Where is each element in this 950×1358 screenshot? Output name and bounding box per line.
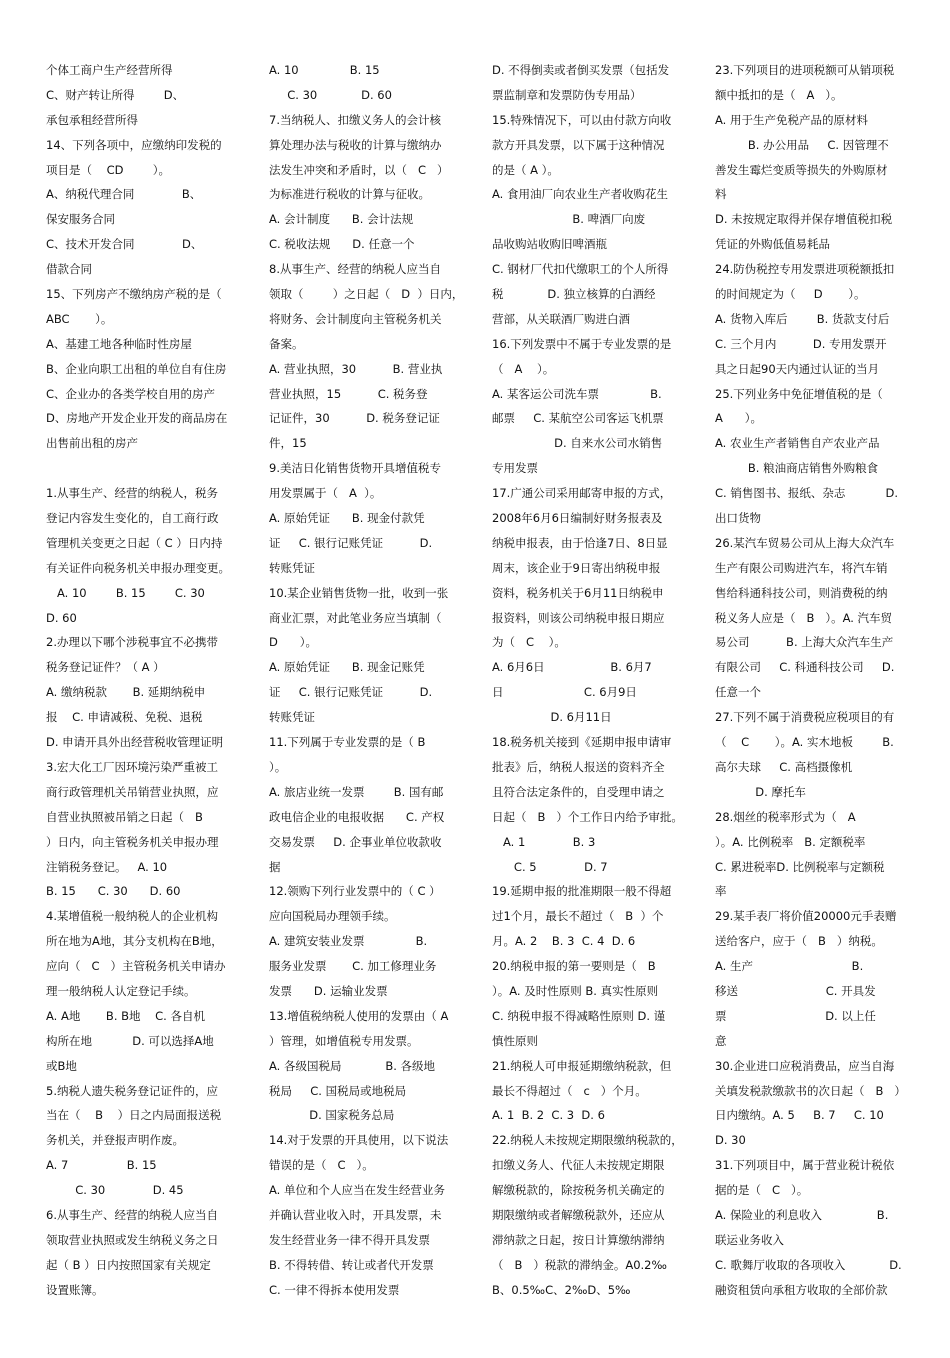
text-line: C、企业办的各类学校自用的房产 bbox=[46, 386, 216, 401]
text-line: D. 60 bbox=[46, 610, 77, 625]
text-column-1 bbox=[46, 58, 238, 1303]
text-line: B. 不得转借、转让或者代开发票 bbox=[269, 1257, 434, 1272]
text-column-2 bbox=[269, 58, 464, 1303]
text-line: 慎性原则 bbox=[492, 1033, 538, 1048]
text-line: D. 申请开具外出经营税收管理证明 bbox=[46, 735, 224, 750]
text-line: A. 10 B. 15 C. 30 bbox=[46, 585, 205, 600]
text-line: B、企业向职工出租的单位自有住房 bbox=[46, 361, 227, 376]
text-line: C、技术开发合同 D、 bbox=[46, 237, 203, 252]
text-line: 应向国税局办理领手续。 bbox=[269, 909, 396, 924]
text-line: 13.增值税纳税人使用的发票由（ A bbox=[269, 1008, 449, 1023]
text-line: 善发生霉烂变质等损失的外购原材 bbox=[715, 162, 888, 177]
text-line: C. 歌舞厅收取的各项收入 D. bbox=[715, 1257, 902, 1272]
text-line: 款方开具发票，以下属于这种情况 bbox=[492, 137, 665, 152]
text-line: C. 5 D. 7 bbox=[492, 859, 608, 874]
text-line: A. 缴纳税款 B. 延期纳税申 bbox=[46, 685, 206, 700]
text-line: 营业执照，15 C. 税务登 bbox=[269, 386, 428, 401]
text-line: 23.下列项目的进项税额可从销项税 bbox=[715, 63, 895, 77]
text-line: 务机关，并登报声明作废。 bbox=[46, 1133, 184, 1148]
text-line: 据 bbox=[269, 859, 281, 874]
text-column-3 bbox=[492, 58, 684, 1303]
text-line: 注销税务登记。 A. 10 bbox=[46, 859, 168, 874]
text-line: B. 办公用品 C. 因管理不 bbox=[715, 137, 889, 152]
text-line: 意 bbox=[715, 1033, 727, 1048]
text-line: 11.下列属于专业发票的是（ B bbox=[269, 735, 426, 750]
text-line: A. A地 B. B地 C. 各自机 bbox=[46, 1008, 205, 1023]
text-line: 额中抵扣的是（ A ）。 bbox=[715, 87, 843, 102]
text-line: 的时间规定为（ D ）。 bbox=[715, 287, 866, 302]
text-line: 17.广通公司采用邮寄申报的方式， bbox=[492, 486, 672, 501]
text-line: 具之日起90天内通过认证的当月 bbox=[715, 361, 880, 376]
text-line: 营部，从关联酒厂购进白酒 bbox=[492, 311, 630, 326]
text-line: 过1个月，最长不超过（ B ）个 bbox=[492, 909, 664, 924]
text-line: 为标准进行税收的计算与征收。 bbox=[269, 187, 430, 202]
text-line: 关填发税款缴款书的次日起（ B ） bbox=[715, 1083, 906, 1098]
text-line: D. 自来水公司水销售 bbox=[492, 436, 663, 451]
text-line: 3.宏大化工厂因环境污染严重被工 bbox=[46, 759, 218, 774]
text-line: 构所在地 D. 可以选择A地 bbox=[46, 1033, 214, 1048]
text-line: ABC ）。 bbox=[46, 311, 113, 326]
text-line: 资料，税务机关于6月11日纳税申 bbox=[492, 585, 664, 600]
text-line: 20.纳税申报的第一要则是（ B bbox=[492, 959, 656, 974]
text-line: 专用发票 bbox=[492, 461, 538, 476]
text-line: 融资租赁向承租方收取的全部价款 bbox=[715, 1282, 888, 1297]
text-column-4 bbox=[715, 58, 907, 1303]
text-line: 26.某汽车贸易公司从上海大众汽车 bbox=[715, 535, 895, 550]
text-line: D. 未按规定取得并保存增值税扣税 bbox=[715, 212, 893, 227]
text-line: 2.办理以下哪个涉税事宜不必携带 bbox=[46, 635, 218, 650]
text-line: 为（ C ）。 bbox=[492, 635, 566, 650]
text-line: 税务登记证件？（ A ） bbox=[46, 660, 165, 675]
text-line: 借款合同 bbox=[46, 262, 92, 277]
text-line: 送给客户，应于（ B ）纳税。 bbox=[715, 934, 883, 949]
text-line: 证 C. 银行记账凭证 D. bbox=[269, 535, 433, 550]
text-line: 19.延期申报的批准期限一般不得超 bbox=[492, 884, 672, 899]
text-line: A. 会计制度 B. 会计法规 bbox=[269, 212, 414, 227]
text-line: D. 30 bbox=[715, 1133, 746, 1148]
text-line: 出售前出租的房产 bbox=[46, 436, 138, 451]
text-line: 理一般纳税人认定登记手续。 bbox=[46, 983, 196, 998]
text-line: 27.下列不属于消费税应税项目的有 bbox=[715, 710, 895, 725]
text-line: 日内缴纳。A. 5 B. 7 C. 10 bbox=[715, 1108, 884, 1123]
text-line: 移送 C. 开具发 bbox=[715, 983, 876, 998]
text-line: 售给科通科技公司，则消费税的纳 bbox=[715, 585, 888, 600]
text-line: 报资料，则该公司纳税申报日期应 bbox=[492, 610, 665, 625]
text-line: 登记内容发生变化的，自工商行政 bbox=[46, 511, 219, 526]
text-line: 商行政管理机关吊销营业执照，应 bbox=[46, 784, 219, 799]
text-line: 税 D. 独立核算的白酒经 bbox=[492, 287, 656, 302]
text-line: 扣缴义务人、代征人未按规定期限 bbox=[492, 1158, 665, 1173]
text-line: C. 纳税申报不得减略性原则 D. 谨 bbox=[492, 1008, 666, 1023]
text-line: 21.纳税人可申报延期缴纳税款，但 bbox=[492, 1058, 672, 1073]
text-line: 管理机关变更之日起（ C ）日内持 bbox=[46, 535, 223, 550]
text-line: 据的是（ C ）。 bbox=[715, 1183, 809, 1198]
text-line: 24.防伪税控专用发票进项税额抵扣 bbox=[715, 262, 895, 277]
text-line: 期限缴纳或者解缴税款外，还应从 bbox=[492, 1207, 665, 1222]
text-line: 高尔夫球 C. 高档摄像机 bbox=[715, 759, 853, 774]
text-line: 有关证件向税务机关申报办理变更。 bbox=[46, 560, 230, 575]
text-line: 生产有限公司购进汽车，将汽车销 bbox=[715, 560, 888, 575]
text-line: ）。 bbox=[269, 759, 287, 774]
text-line: 6.从事生产、经营的纳税人应当自 bbox=[46, 1207, 218, 1222]
text-line: 最长不得超过（ c ）个月。 bbox=[492, 1083, 647, 1098]
text-line: A. 1 B. 3 bbox=[492, 834, 596, 849]
text-line: 28.烟丝的税率形式为（ A bbox=[715, 809, 856, 824]
text-line: 领取营业执照或发生纳税义务之日 bbox=[46, 1232, 219, 1247]
text-line: 解缴税款的，除按税务机关确定的 bbox=[492, 1183, 665, 1198]
text-line: 且符合法定条件的，自受理申请之 bbox=[492, 784, 665, 799]
text-line: A. 原始凭证 B. 现金付款凭 bbox=[269, 511, 425, 526]
text-line: A. 10 B. 15 bbox=[269, 63, 380, 77]
text-line: 将财务、会计制度向主管税务机关 bbox=[269, 311, 442, 326]
text-line: D. 国家税务总局 bbox=[269, 1108, 395, 1123]
text-line: D. 6月11日 bbox=[492, 710, 612, 725]
text-line: 14、下列各项中，应缴纳印发税的 bbox=[46, 137, 222, 152]
text-line: C. 三个月内 D. 专用发票开 bbox=[715, 336, 887, 351]
text-line: 所在地为A地，其分支机构在B地， bbox=[46, 934, 223, 949]
text-line: 应向（ C ）主管税务机关申请办 bbox=[46, 959, 226, 974]
text-line: 邮票 C. 某航空公司客运飞机票 bbox=[492, 411, 664, 426]
text-line: A. 单位和个人应当在发生经营业务 bbox=[269, 1183, 445, 1198]
text-line: 任意一个 bbox=[715, 685, 761, 700]
text-line: C. 销售图书、报纸、杂志 D. bbox=[715, 486, 899, 501]
text-line: 日起（ B ）个工作日内给予审批。 bbox=[492, 809, 683, 824]
text-line: 报 C. 申请减税、免税、退税 bbox=[46, 710, 203, 725]
text-line: C. 30 D. 45 bbox=[46, 1183, 184, 1198]
text-line: 4.某增值税一般纳税人的企业机构 bbox=[46, 909, 218, 924]
text-line: 个体工商户生产经营所得 bbox=[46, 63, 173, 77]
text-line: A ）。 bbox=[715, 411, 763, 426]
text-line: 滞纳款之日起，按日计算缴纳滞纳 bbox=[492, 1232, 665, 1247]
text-line: 票 D. 以上任 bbox=[715, 1008, 876, 1023]
text-line: 7.当纳税人、扣缴义务人的会计核 bbox=[269, 112, 441, 127]
text-line: 易公司 B. 上海大众汽车生产 bbox=[715, 635, 894, 650]
text-line: 算处理办法与税收的计算与缴纳办 bbox=[269, 137, 442, 152]
text-line: （ C ）。A. 实木地板 B. bbox=[715, 735, 894, 750]
text-line: 税局 C. 国税局或地税局 bbox=[269, 1083, 407, 1098]
text-line: 错误的是（ C ）。 bbox=[269, 1158, 374, 1173]
text-line: ）。A. 比例税率 B. 定额税率 bbox=[715, 834, 866, 849]
text-line: D. 不得倒卖或者倒买发票（包括发 bbox=[492, 63, 670, 77]
text-line: 票监制章和发票防伪专用品） bbox=[492, 87, 642, 102]
text-line: D. 摩托车 bbox=[715, 784, 806, 799]
text-line: 凭证的外购低值易耗品 bbox=[715, 237, 830, 252]
text-line: 月。A. 2 B. 3 C. 4 D. 6 bbox=[492, 934, 636, 949]
text-line: C. 税收法规 D. 任意一个 bbox=[269, 237, 415, 252]
text-line: A. 农业生产者销售自产农业产品 bbox=[715, 436, 880, 451]
text-line: 备案。 bbox=[269, 336, 304, 351]
text-line: 9.美洁日化销售货物开具增值税专 bbox=[269, 461, 441, 476]
text-line: 14.对于发票的开具使用，以下说法 bbox=[269, 1133, 449, 1148]
text-line: 自营业执照被吊销之日起（ B bbox=[46, 809, 203, 824]
text-line: C. 30 D. 60 bbox=[269, 87, 392, 102]
text-line: 10.某企业销售货物一批，收到一张 bbox=[269, 585, 449, 600]
text-line: （ B ）税款的滞纳金。A0.2‰ bbox=[492, 1257, 667, 1272]
text-line: 有限公司 C. 科通科技公司 D. bbox=[715, 660, 895, 675]
text-line: 16.下列发票中不属于专业发票的是 bbox=[492, 336, 672, 351]
text-line: A. 食用油厂向农业生产者收购花生 bbox=[492, 187, 668, 202]
text-line: 纳税申报表，由于恰逢7日、8日显 bbox=[492, 535, 668, 550]
text-line: ）管理，如增值税专用发票。 bbox=[269, 1033, 419, 1048]
text-line: 税义务人应是（ B ）。A. 汽车贸 bbox=[715, 610, 893, 625]
text-line: 承包承租经营所得 bbox=[46, 112, 138, 127]
text-line: 的是（ A ）。 bbox=[492, 162, 559, 177]
text-line bbox=[46, 456, 238, 481]
text-line: 周末，该企业于9日寄出纳税申报 bbox=[492, 560, 661, 575]
text-line: 5.纳税人遗失税务登记证件的，应 bbox=[46, 1083, 218, 1098]
text-line: C. 一律不得拆本使用发票 bbox=[269, 1282, 400, 1297]
text-line: 22.纳税人未按规定期限缴纳税款的， bbox=[492, 1133, 683, 1148]
text-line: 1.从事生产、经营的纳税人，税务 bbox=[46, 486, 218, 501]
text-line: 8.从事生产、经营的纳税人应当自 bbox=[269, 262, 441, 277]
text-line: A. 货物入库后 B. 货款支付后 bbox=[715, 311, 890, 326]
text-line: A、基建工地各种临时性房屋 bbox=[46, 336, 192, 351]
text-line: 项目是（ CD ）。 bbox=[46, 162, 171, 177]
text-line: 12.领购下列行业发票中的（ C ） bbox=[269, 884, 441, 899]
text-line: 记证件，30 D. 税务登记证 bbox=[269, 411, 440, 426]
text-line: 商业汇票，对此笔业务应当填制（ bbox=[269, 610, 442, 625]
text-line: 设置账簿。 bbox=[46, 1282, 104, 1297]
text-line: 转账凭证 bbox=[269, 560, 315, 575]
text-line: 15、下列房产不缴纳房产税的是（ bbox=[46, 287, 222, 302]
text-line: 领取（ ）之日起（ D ）日内， bbox=[269, 287, 464, 302]
text-line: A. 6月6日 B. 6月7 bbox=[492, 660, 652, 675]
text-line: C、财产转让所得 D、 bbox=[46, 87, 185, 102]
text-line: ）日内，向主管税务机关申报办理 bbox=[46, 834, 219, 849]
text-line: 保安服务合同 bbox=[46, 212, 115, 227]
text-line: A. 生产 B. bbox=[715, 959, 864, 974]
text-line: 证 C. 银行记账凭证 D. bbox=[269, 685, 433, 700]
text-line: B. 粮油商店销售外购粮食 bbox=[715, 461, 879, 476]
text-line: 15.特殊情况下，可以由付款方向收 bbox=[492, 112, 672, 127]
text-line: 件，15 bbox=[269, 436, 307, 451]
text-line: A. 旅店业统一发票 B. 国有邮 bbox=[269, 784, 444, 799]
text-line: 交易发票 D. 企事业单位收款收 bbox=[269, 834, 442, 849]
text-line: D、房地产开发企业开发的商品房在 bbox=[46, 411, 228, 426]
text-line: B. 15 C. 30 D. 60 bbox=[46, 884, 181, 899]
text-line: A. 建筑安装业发票 B. bbox=[269, 934, 428, 949]
text-line: 29.某手表厂将价值20000元手表赠 bbox=[715, 909, 897, 924]
text-line: 出口货物 bbox=[715, 511, 761, 526]
text-line: 服务业发票 C. 加工修理业务 bbox=[269, 959, 437, 974]
text-line: C. 钢材厂代扣代缴职工的个人所得 bbox=[492, 262, 669, 277]
text-line: 或B地 bbox=[46, 1058, 77, 1073]
text-line: （ A ）。 bbox=[492, 361, 555, 376]
text-line: A、纳税代理合同 B、 bbox=[46, 187, 202, 202]
text-line: 发生经营业务一律不得开具发票 bbox=[269, 1232, 430, 1247]
text-line: B、0.5‰C、2‰D、5‰ bbox=[492, 1282, 631, 1297]
text-line: 批表》后，纳税人报送的资料齐全 bbox=[492, 759, 665, 774]
text-line: 并确认营业收入时，开具发票，未 bbox=[269, 1207, 442, 1222]
text-line: 用发票属于（ A ）。 bbox=[269, 486, 382, 501]
text-line: A. 7 B. 15 bbox=[46, 1158, 157, 1173]
text-line: 31.下列项目中，属于营业税计税依 bbox=[715, 1158, 895, 1173]
text-line: 法发生冲突和矛盾时，以（ C ） bbox=[269, 162, 449, 177]
text-line: 25.下列业务中免征增值税的是（ bbox=[715, 386, 883, 401]
text-line: 率 bbox=[715, 884, 727, 899]
text-line: A. 各级国税局 B. 各级地 bbox=[269, 1058, 436, 1073]
text-line: 30.企业进口应税消费品，应当自海 bbox=[715, 1058, 895, 1073]
text-line: 日 C. 6月9日 bbox=[492, 685, 637, 700]
text-line: D ）。 bbox=[269, 635, 318, 650]
text-line: 政电信企业的电报收据 C. 产权 bbox=[269, 809, 445, 824]
text-line: A. 营业执照，30 B. 营业执 bbox=[269, 361, 443, 376]
text-line: 2008年6月6日编制好财务报表及 bbox=[492, 511, 663, 526]
text-line: 发票 D. 运输业发票 bbox=[269, 983, 388, 998]
text-line: 当在（ B ）日之内局面报送税 bbox=[46, 1108, 222, 1123]
text-line: 起（ B ）日内按照国家有关规定 bbox=[46, 1257, 211, 1272]
text-line: B. 啤酒厂向废 bbox=[492, 212, 646, 227]
text-line: C. 累进税率D. 比例税率与定额税 bbox=[715, 859, 885, 874]
text-line: ）。A. 及时性原则 B. 真实性原则 bbox=[492, 983, 659, 998]
text-line: A. 原始凭证 B. 现金记账凭 bbox=[269, 660, 425, 675]
text-line: A. 保险业的利息收入 B. bbox=[715, 1207, 889, 1222]
text-line: 料 bbox=[715, 187, 727, 202]
text-line: 品收购站收购旧啤酒瓶 bbox=[492, 237, 607, 252]
text-line: A. 用于生产免税产品的原材料 bbox=[715, 112, 868, 127]
text-line: 转账凭证 bbox=[269, 710, 315, 725]
text-line: 联运业务收入 bbox=[715, 1232, 784, 1247]
text-line: A. 某客运公司洗车票 B. bbox=[492, 386, 662, 401]
text-line: 18.税务机关接到《延期申报申请审 bbox=[492, 735, 672, 750]
text-line: A. 1 B. 2 C. 3 D. 6 bbox=[492, 1108, 605, 1123]
